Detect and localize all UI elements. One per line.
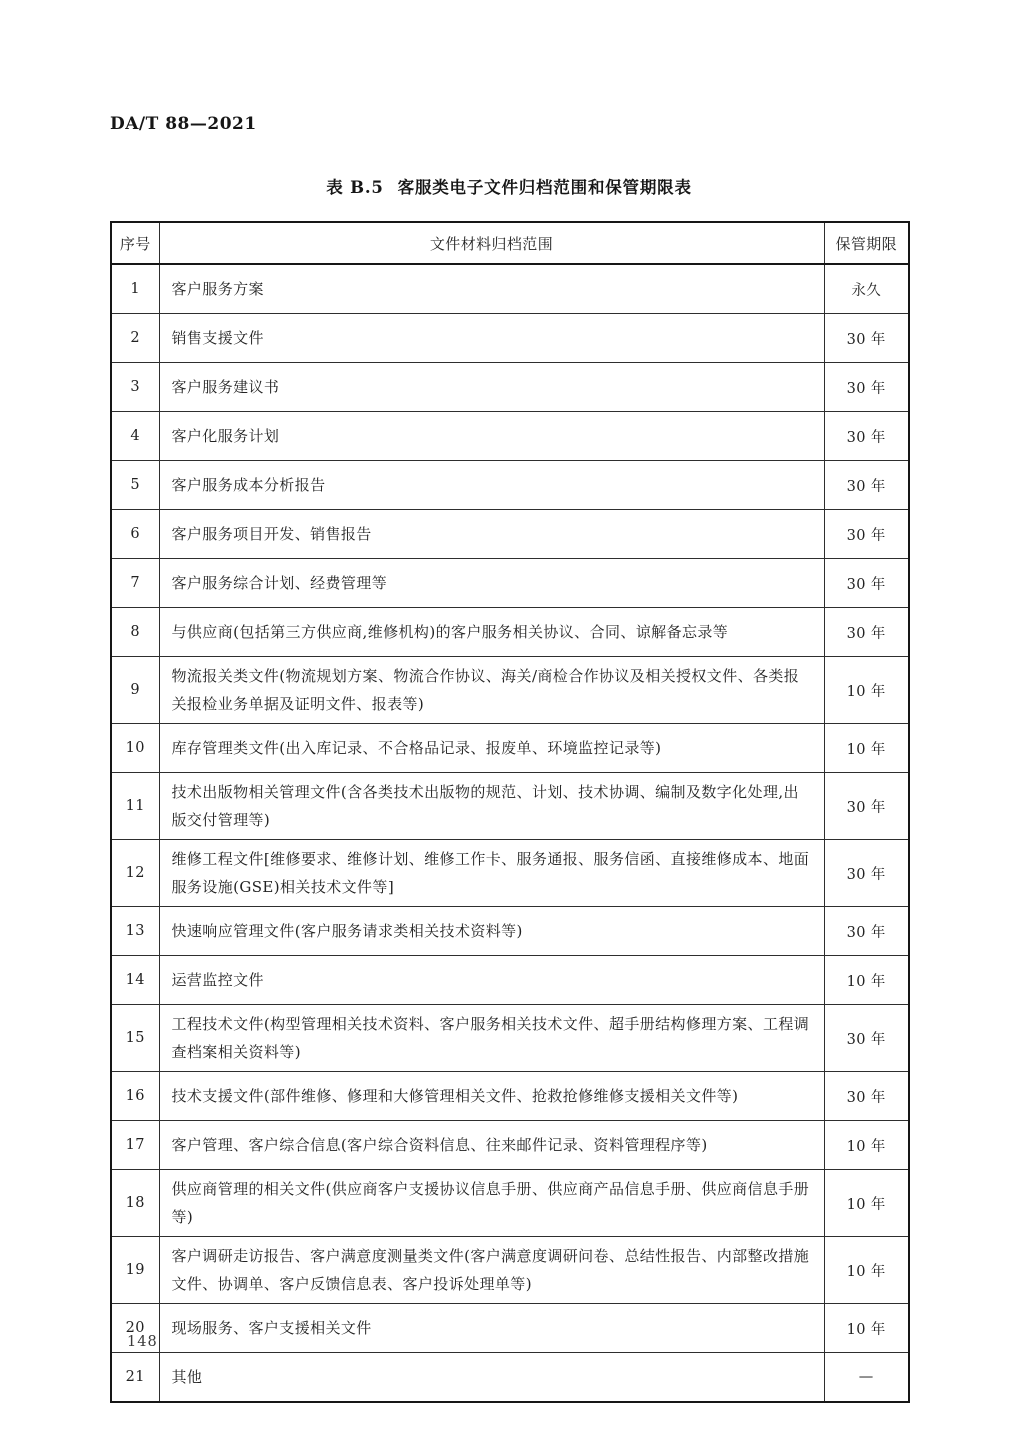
table-row bbox=[111, 510, 909, 559]
period-cell: — bbox=[824, 1353, 909, 1403]
header-row bbox=[111, 222, 909, 264]
row-number-cell: 15 bbox=[111, 1005, 159, 1072]
scope-cell: 维修工程文件[维修要求、维修计划、维修工作卡、服务通报、服务信函、直接维修成本、地面服务设施(GSE)相关技术文件等] bbox=[159, 840, 824, 907]
scope-cell: 客户服务成本分析报告 bbox=[159, 461, 824, 510]
period-cell: 30 年 bbox=[824, 608, 909, 657]
period-cell: 10 年 bbox=[824, 1121, 909, 1170]
scope-cell: 客户调研走访报告、客户满意度测量类文件(客户满意度调研问卷、总结性报告、内部整改措施文件、协调单、客户反馈信息表、客户投诉处理单等) bbox=[159, 1237, 824, 1304]
table-row bbox=[111, 314, 909, 363]
archive-table bbox=[110, 221, 910, 1403]
period-cell: 30 年 bbox=[824, 773, 909, 840]
table-row bbox=[111, 363, 909, 412]
table-row bbox=[111, 1005, 909, 1072]
table-row bbox=[111, 412, 909, 461]
row-number-cell: 11 bbox=[111, 773, 159, 840]
table-row bbox=[111, 907, 909, 956]
row-number-cell: 3 bbox=[111, 363, 159, 412]
scope-cell: 供应商管理的相关文件(供应商客户支援协议信息手册、供应商产品信息手册、供应商信息手册等) bbox=[159, 1170, 824, 1237]
row-number-cell: 20 bbox=[111, 1304, 159, 1353]
row-number-cell: 10 bbox=[111, 724, 159, 773]
row-number-cell: 13 bbox=[111, 907, 159, 956]
table-header bbox=[111, 222, 909, 264]
row-number-cell: 4 bbox=[111, 412, 159, 461]
period-cell: 10 年 bbox=[824, 1304, 909, 1353]
table-row bbox=[111, 956, 909, 1005]
table-body bbox=[111, 264, 909, 1402]
scope-cell: 客户服务综合计划、经费管理等 bbox=[159, 559, 824, 608]
period-cell: 10 年 bbox=[824, 956, 909, 1005]
scope-cell: 与供应商(包括第三方供应商,维修机构)的客户服务相关协议、合同、谅解备忘录等 bbox=[159, 608, 824, 657]
table-row bbox=[111, 1121, 909, 1170]
scope-cell: 物流报关类文件(物流规划方案、物流合作协议、海关/商检合作协议及相关授权文件、各类报关报检业务单据及证明文件、报表等) bbox=[159, 657, 824, 724]
period-cell: 10 年 bbox=[824, 657, 909, 724]
scope-cell: 快速响应管理文件(客户服务请求类相关技术资料等) bbox=[159, 907, 824, 956]
table-row bbox=[111, 1170, 909, 1237]
header-period: 保管期限 bbox=[824, 222, 909, 264]
scope-cell: 客户服务建议书 bbox=[159, 363, 824, 412]
period-cell: 30 年 bbox=[824, 1005, 909, 1072]
row-number-cell: 9 bbox=[111, 657, 159, 724]
row-number-cell: 18 bbox=[111, 1170, 159, 1237]
period-cell: 10 年 bbox=[824, 724, 909, 773]
period-cell: 30 年 bbox=[824, 314, 909, 363]
row-number-cell: 8 bbox=[111, 608, 159, 657]
scope-cell: 客户服务方案 bbox=[159, 264, 824, 314]
scope-cell: 库存管理类文件(出入库记录、不合格品记录、报废单、环境监控记录等) bbox=[159, 724, 824, 773]
table-row bbox=[111, 1072, 909, 1121]
period-cell: 30 年 bbox=[824, 461, 909, 510]
scope-cell: 客户化服务计划 bbox=[159, 412, 824, 461]
row-number-cell: 16 bbox=[111, 1072, 159, 1121]
scope-cell: 技术出版物相关管理文件(含各类技术出版物的规范、计划、技术协调、编制及数字化处理,出版交付管理等) bbox=[159, 773, 824, 840]
table-row bbox=[111, 1237, 909, 1304]
row-number-cell: 14 bbox=[111, 956, 159, 1005]
period-cell: 30 年 bbox=[824, 363, 909, 412]
table-row bbox=[111, 559, 909, 608]
header-no: 序号 bbox=[111, 222, 159, 264]
table-row bbox=[111, 608, 909, 657]
table-row bbox=[111, 1353, 909, 1403]
table-row bbox=[111, 461, 909, 510]
period-cell: 30 年 bbox=[824, 412, 909, 461]
table-row bbox=[111, 840, 909, 907]
period-cell: 30 年 bbox=[824, 559, 909, 608]
row-number-cell: 21 bbox=[111, 1353, 159, 1403]
table-title-text: 客服类电子文件归档范围和保管期限表 bbox=[397, 178, 692, 197]
scope-cell: 现场服务、客户支援相关文件 bbox=[159, 1304, 824, 1353]
scope-cell: 销售支援文件 bbox=[159, 314, 824, 363]
period-cell: 30 年 bbox=[824, 840, 909, 907]
row-number-cell: 5 bbox=[111, 461, 159, 510]
table-row bbox=[111, 724, 909, 773]
scope-cell: 运营监控文件 bbox=[159, 956, 824, 1005]
table-row bbox=[111, 657, 909, 724]
period-cell: 10 年 bbox=[824, 1170, 909, 1237]
row-number-cell: 19 bbox=[111, 1237, 159, 1304]
period-cell: 10 年 bbox=[824, 1237, 909, 1304]
table-row bbox=[111, 773, 909, 840]
page-number: 148 bbox=[127, 1334, 158, 1350]
period-cell: 30 年 bbox=[824, 907, 909, 956]
standard-code: DA/T 88—2021 bbox=[110, 114, 257, 134]
header-scope: 文件材料归档范围 bbox=[159, 222, 824, 264]
row-number-cell: 17 bbox=[111, 1121, 159, 1170]
scope-cell: 其他 bbox=[159, 1353, 824, 1403]
table-title bbox=[110, 174, 908, 198]
period-cell: 永久 bbox=[824, 264, 909, 314]
row-number-cell: 12 bbox=[111, 840, 159, 907]
scope-cell: 客户服务项目开发、销售报告 bbox=[159, 510, 824, 559]
table-row bbox=[111, 264, 909, 314]
scope-cell: 客户管理、客户综合信息(客户综合资料信息、往来邮件记录、资料管理程序等) bbox=[159, 1121, 824, 1170]
table-label: 表 B.5 bbox=[326, 178, 384, 197]
row-number-cell: 1 bbox=[111, 264, 159, 314]
scope-cell: 技术支援文件(部件维修、修理和大修管理相关文件、抢救抢修维修支援相关文件等) bbox=[159, 1072, 824, 1121]
table-row bbox=[111, 1304, 909, 1353]
period-cell: 30 年 bbox=[824, 510, 909, 559]
row-number-cell: 7 bbox=[111, 559, 159, 608]
row-number-cell: 6 bbox=[111, 510, 159, 559]
scope-cell: 工程技术文件(构型管理相关技术资料、客户服务相关技术文件、超手册结构修理方案、工程调查档案相关资料等) bbox=[159, 1005, 824, 1072]
period-cell: 30 年 bbox=[824, 1072, 909, 1121]
row-number-cell: 2 bbox=[111, 314, 159, 363]
